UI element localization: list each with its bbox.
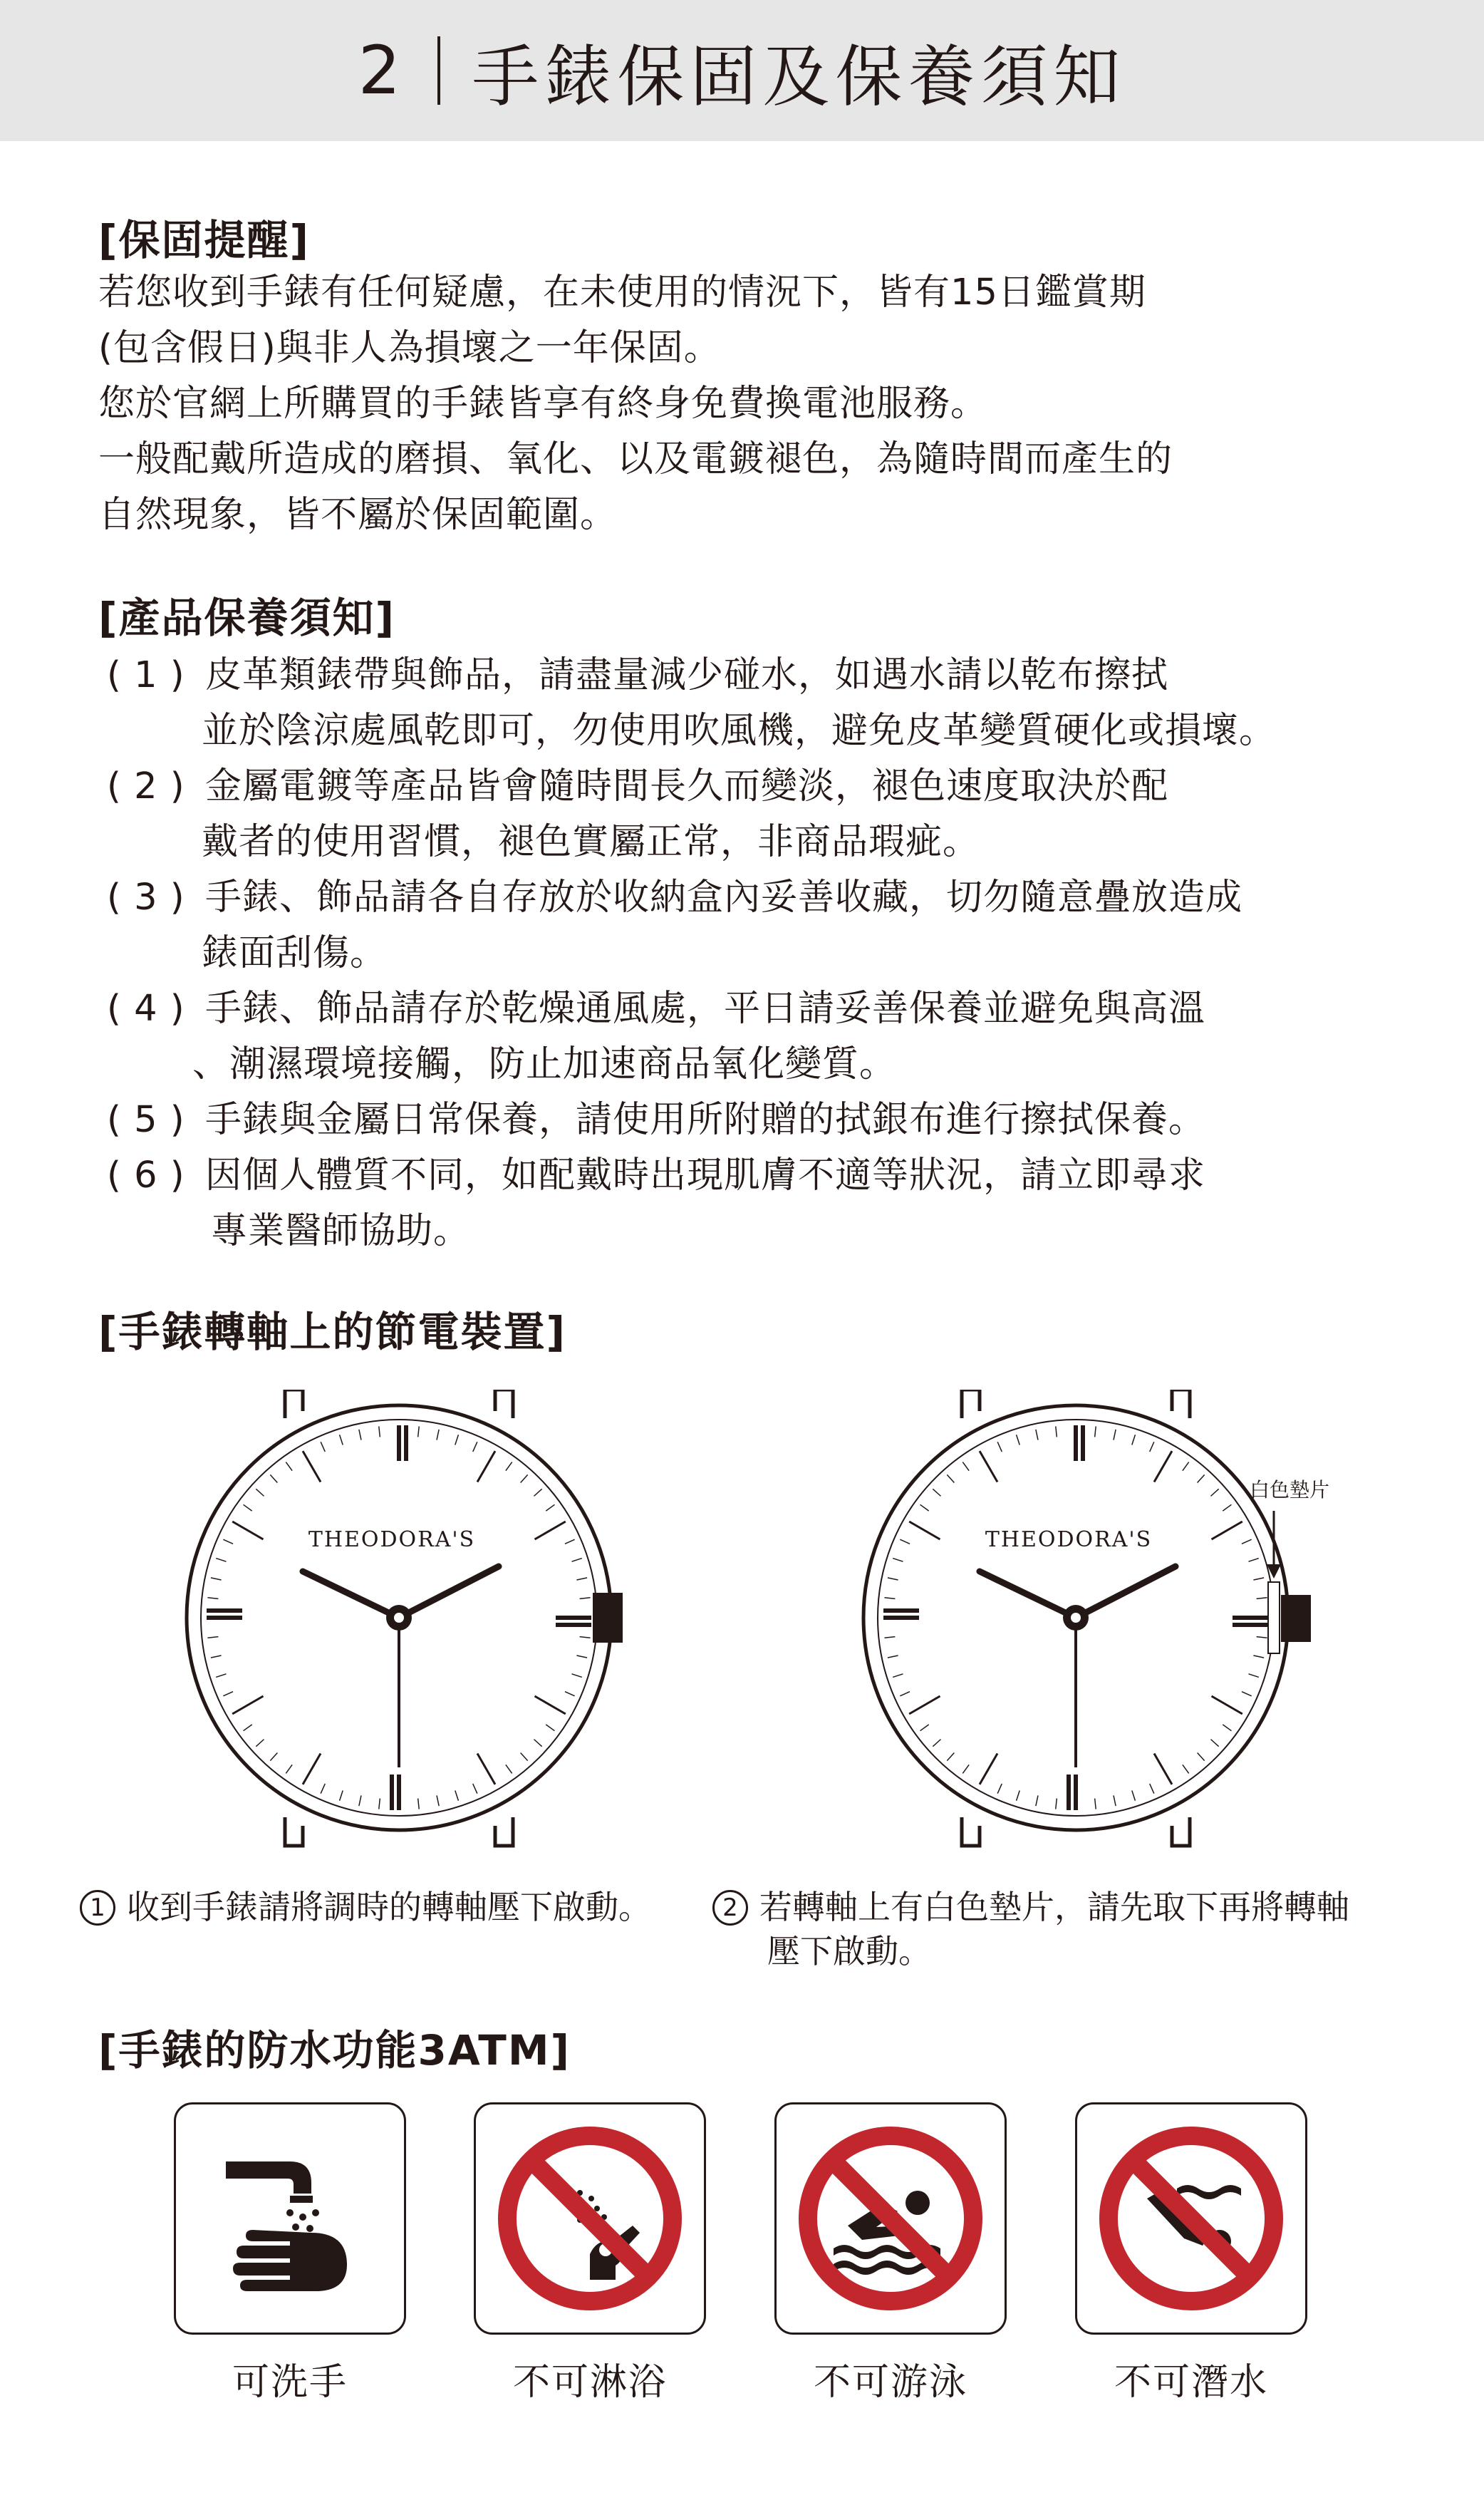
no-shower-icon (474, 2102, 706, 2335)
item-text: 皮革類錶帶與飾品，請盡量減少碰水，如遇水請以乾布擦拭 (205, 654, 1169, 696)
minute-marker (888, 1655, 898, 1658)
minute-marker (521, 1753, 528, 1761)
minute-marker (286, 1462, 292, 1471)
minute-marker (506, 1765, 512, 1773)
step-2-caption (712, 1881, 1349, 1928)
list-item (107, 645, 1168, 698)
step-2-caption-continued: 壓下啟動。 (767, 1932, 931, 1970)
minute-marker (546, 1504, 554, 1511)
minute-marker (572, 1674, 582, 1678)
hour-marker (1212, 1696, 1242, 1714)
minute-marker (1150, 1784, 1154, 1794)
minute-marker (437, 1430, 439, 1440)
hour-marker (909, 1522, 940, 1539)
item-number: ( 5 ) (107, 1099, 185, 1141)
warranty-line: 若您收到手錶有任何疑慮，在未使用的情況下，皆有15日鑑賞期 (98, 272, 1146, 314)
minute-marker (256, 1489, 264, 1496)
no-diving-icon (1075, 2102, 1307, 2335)
minute-marker (933, 1489, 940, 1496)
crown-title: [手錶轉軸上的節電裝置] (98, 1308, 567, 1356)
minute-marker (270, 1474, 277, 1482)
watch-illustration-left (164, 1390, 663, 1874)
minute-marker (244, 1725, 252, 1731)
no-swimming-icon (774, 2102, 1007, 2335)
step-number: 2 (712, 1890, 748, 1926)
minute-marker (1198, 1753, 1205, 1761)
list-item (107, 867, 1242, 920)
minute-marker (565, 1692, 575, 1696)
minute-marker (997, 1784, 1002, 1794)
warranty-line: 自然現象，皆不屬於保固範圍。 (98, 494, 618, 536)
item-text: 手錶、飾品請存於乾燥通風處，平日請妥善保養並避免與高溫 (205, 988, 1206, 1030)
minute-marker (1114, 1795, 1116, 1806)
item-text: 金屬電鍍等產品皆會隨時間長久而變淡，褪色速度取決於配 (205, 765, 1169, 807)
minute-marker (216, 1559, 226, 1562)
brand-label: THEODORA'S (985, 1527, 1153, 1552)
minute-marker (1242, 1692, 1252, 1696)
warranty-line: 一般配戴所造成的磨損、氧化、以及電鍍褪色，為隨時間而產生的 (98, 438, 1173, 480)
minute-marker (256, 1740, 264, 1747)
minute-marker (884, 1598, 895, 1599)
item-text-continued: 並於陰涼處風乾即可，勿使用吹風機，避免皮革變質硬化或損壞。 (202, 710, 1277, 752)
minute-marker (418, 1426, 420, 1437)
minute-marker (1257, 1637, 1267, 1638)
item-text: 手錶與金屬日常保養，請使用所附贈的拭銀布進行擦拭保養。 (205, 1099, 1206, 1141)
minute-marker (580, 1598, 591, 1599)
minute-marker (1150, 1442, 1154, 1452)
minute-marker (1056, 1426, 1057, 1437)
no-shower-label: 不可淋浴 (512, 2361, 667, 2404)
minute-marker (933, 1740, 940, 1747)
hour-marker (232, 1696, 263, 1714)
minute-marker (920, 1504, 929, 1511)
minute-marker (521, 1474, 528, 1482)
watch-illustration-right (841, 1390, 1382, 1874)
white-pad-icon (1268, 1582, 1280, 1653)
minute-marker (1211, 1740, 1219, 1747)
minute-marker (340, 1791, 343, 1801)
minute-marker (207, 1637, 218, 1638)
minute-marker (506, 1462, 512, 1471)
section-number: 2 (358, 31, 407, 110)
list-item (107, 1145, 1205, 1198)
minute-marker (455, 1791, 459, 1801)
minute-marker (437, 1795, 439, 1806)
minute-marker (947, 1753, 954, 1761)
hour-marker (477, 1754, 495, 1784)
brand-label: THEODORA'S (308, 1527, 476, 1552)
hour-marker (1154, 1754, 1172, 1784)
hour-marker (477, 1451, 495, 1482)
minute-marker (546, 1725, 554, 1731)
minute-marker (1253, 1578, 1264, 1580)
minute-marker (211, 1655, 222, 1658)
minute-marker (1036, 1430, 1038, 1440)
item-number: ( 6 ) (107, 1154, 185, 1197)
warranty-title: [保固提醒] (98, 216, 311, 264)
minute-marker (1257, 1598, 1267, 1599)
step-number: 1 (80, 1890, 115, 1926)
hand-wash-graphic (204, 2133, 375, 2304)
minute-marker (534, 1489, 542, 1496)
minute-marker (321, 1784, 325, 1794)
no-swimming-graphic (791, 2119, 990, 2318)
hand-wash-icon (174, 2102, 406, 2335)
minute-marker (1095, 1799, 1096, 1809)
minute-marker (418, 1799, 420, 1809)
minute-marker (962, 1765, 969, 1773)
list-item (107, 1090, 1205, 1142)
hour-marker (909, 1696, 940, 1714)
minute-marker (997, 1442, 1002, 1452)
minute-marker (1198, 1474, 1205, 1482)
minute-marker (1017, 1791, 1020, 1801)
hour-marker (232, 1522, 263, 1539)
minute-marker (321, 1442, 325, 1452)
minute-marker (572, 1559, 582, 1562)
minute-marker (1036, 1795, 1038, 1806)
minute-marker (216, 1674, 226, 1678)
minute-marker (900, 1539, 910, 1544)
minute-marker (1114, 1430, 1116, 1440)
pad-label: 白色墊片 (1249, 1478, 1330, 1502)
minute-marker (207, 1598, 218, 1599)
minute-marker (286, 1765, 292, 1773)
minute-marker (1183, 1462, 1189, 1471)
minute-marker (1132, 1435, 1136, 1445)
hour-marker (1154, 1451, 1172, 1482)
no-diving-label: 不可潛水 (1114, 2361, 1268, 2404)
no-swimming-label: 不可游泳 (813, 2361, 967, 2404)
page-title: 手錶保固及保養須知 (472, 38, 1126, 116)
minute-marker (900, 1692, 910, 1696)
care-title: [產品保養須知] (98, 594, 396, 642)
item-number: ( 2 ) (107, 765, 185, 807)
minute-marker (893, 1559, 903, 1562)
minute-marker (884, 1637, 895, 1638)
minute-marker (340, 1435, 343, 1445)
header-divider (437, 36, 440, 105)
minute-marker (1183, 1765, 1189, 1773)
minute-marker (947, 1474, 954, 1482)
minute-marker (565, 1539, 575, 1544)
item-text: 因個人體質不同，如配戴時出現肌膚不適等狀況，請立即尋求 (205, 1154, 1206, 1197)
hour-marker (980, 1754, 997, 1784)
minute-marker (1223, 1725, 1231, 1731)
hour-marker (980, 1451, 997, 1482)
item-number: ( 1 ) (107, 654, 185, 696)
header-title-group (358, 23, 1126, 119)
page-header (0, 0, 1484, 141)
item-number: ( 4 ) (107, 988, 185, 1030)
minute-marker (223, 1692, 233, 1696)
minute-marker (359, 1795, 361, 1806)
warranty-line: (包含假日)與非人為損壞之一年保固。 (98, 327, 721, 369)
minute-marker (1223, 1504, 1231, 1511)
warranty-line: 您於官網上所購買的手錶皆享有終身免費換電池服務。 (98, 383, 988, 425)
minute-marker (379, 1799, 380, 1809)
minute-marker (1056, 1799, 1057, 1809)
minute-marker (576, 1655, 587, 1658)
minute-marker (1242, 1539, 1252, 1544)
minute-marker (1132, 1791, 1136, 1801)
minute-marker (1249, 1674, 1259, 1678)
water-title: [手錶的防水功能3ATM] (98, 2026, 571, 2075)
list-item (107, 978, 1205, 1031)
minute-marker (270, 1753, 277, 1761)
step-1-caption (80, 1881, 651, 1928)
crown-icon (593, 1593, 623, 1643)
item-text-continued: 錶面刮傷。 (202, 932, 388, 974)
minute-marker (359, 1430, 361, 1440)
minute-marker (1253, 1655, 1264, 1658)
minute-marker (893, 1674, 903, 1678)
item-text-continued: 專業醫師協助。 (211, 1210, 471, 1252)
minute-marker (473, 1442, 477, 1452)
step-text: 收到手錶請將調時的轉軸壓下啟動。 (127, 1888, 651, 1926)
minute-marker (379, 1426, 380, 1437)
crown-icon (1281, 1595, 1311, 1642)
minute-marker (1017, 1435, 1020, 1445)
minute-marker (244, 1504, 252, 1511)
list-item (107, 756, 1168, 809)
minute-marker (888, 1578, 898, 1580)
hour-marker (303, 1451, 321, 1482)
step-text: 若轉軸上有白色墊片，請先取下再將轉軸 (759, 1888, 1349, 1926)
minute-marker (1095, 1426, 1096, 1437)
minute-marker (455, 1435, 459, 1445)
hour-marker (535, 1696, 566, 1714)
minute-marker (1249, 1559, 1259, 1562)
item-text-continued: 戴者的使用習慣，褪色實屬正常，非商品瑕疵。 (202, 821, 980, 863)
minute-marker (580, 1637, 591, 1638)
no-shower-graphic (490, 2119, 690, 2318)
minute-marker (576, 1578, 587, 1580)
minute-marker (534, 1740, 542, 1747)
hand-wash-label: 可洗手 (232, 2361, 348, 2404)
minute-marker (473, 1784, 477, 1794)
item-text: 手錶、飾品請各自存放於收納盒內妥善收藏，切勿隨意疊放造成 (205, 877, 1243, 919)
item-number: ( 3 ) (107, 877, 185, 919)
hour-marker (535, 1522, 566, 1539)
no-diving-graphic (1091, 2119, 1291, 2318)
minute-marker (962, 1462, 969, 1471)
minute-marker (920, 1725, 929, 1731)
minute-marker (223, 1539, 233, 1544)
item-text-continued: 、潮濕環境接觸，防止加速商品氧化變質。 (192, 1043, 897, 1085)
minute-marker (211, 1578, 222, 1580)
hour-marker (303, 1754, 321, 1784)
minute-marker (1211, 1489, 1219, 1496)
hour-marker (1212, 1522, 1242, 1539)
